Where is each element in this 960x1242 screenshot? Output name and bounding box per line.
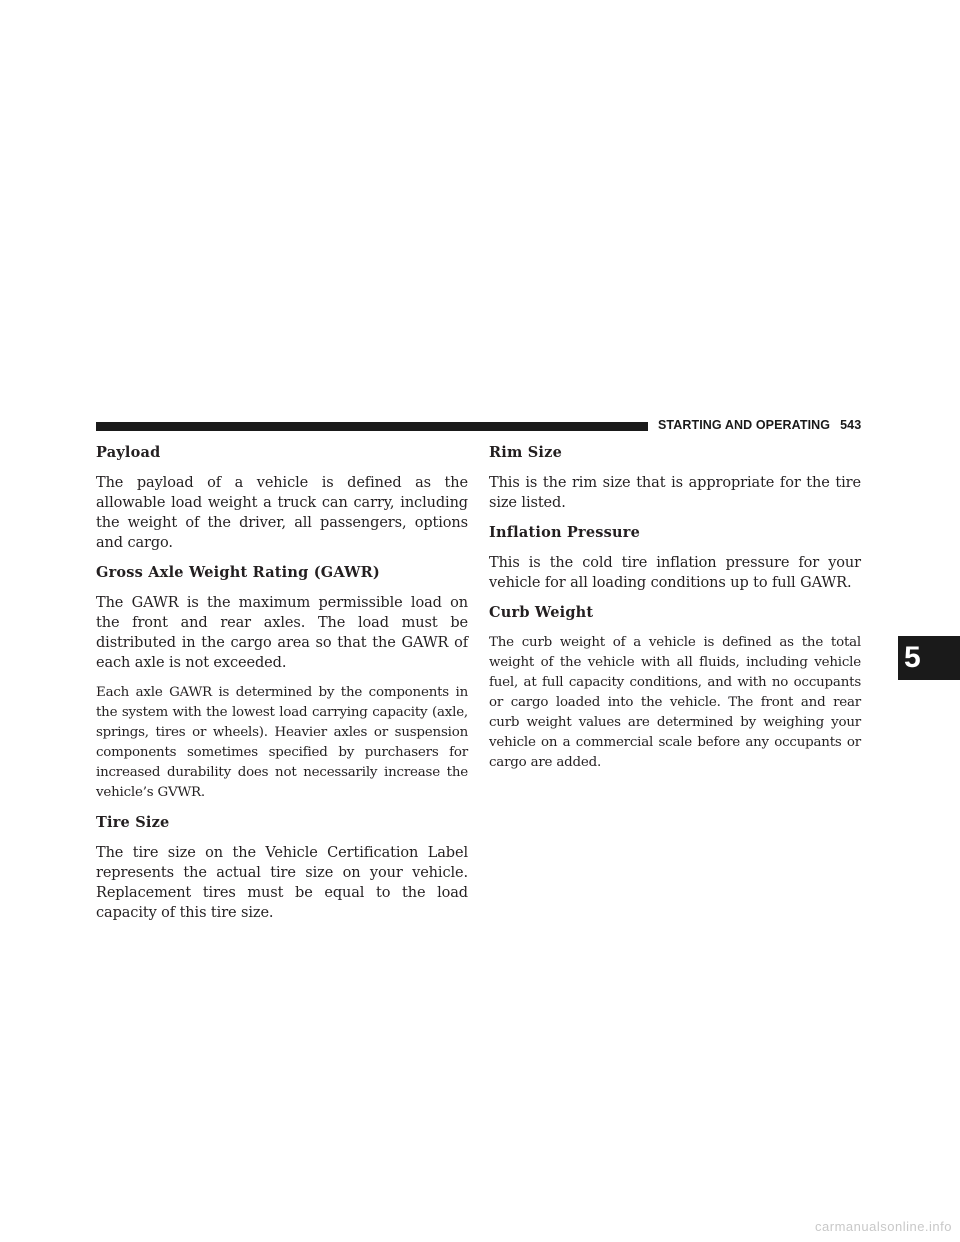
gawr-heading: Gross Axle Weight Rating (GAWR) <box>96 564 380 581</box>
payload-heading: Payload <box>96 444 161 461</box>
left-column <box>96 443 468 933</box>
payload-text: The payload of a vehicle is defined as the allowable load weight a truck can carry, including the weight of the driver, all passengers, options and cargo. <box>96 475 468 551</box>
gawr-text: The GAWR is the maximum permissible load on the front and rear axles. The load must be distributed in the cargo area so that the GAWR of each axle is not exceeded. <box>96 595 468 671</box>
header-rule <box>96 422 648 431</box>
rim-size-text: This is the rim size that is appropriate for the tire size listed. <box>489 475 861 511</box>
chapter-tab: 5 <box>898 636 960 680</box>
tire-size-heading: Tire Size <box>96 814 170 831</box>
right-column <box>489 443 861 783</box>
section-title: STARTING AND OPERATING <box>658 418 831 432</box>
gawr-components-text: Each axle GAWR is determined by the components in the system with the lowest load carrying capacity (axle, springs, tires or wheels). Heavier axles or suspension components sometimes specified by purchasers for increased durability does not necessarily increase the vehicle’s GVWR. <box>96 685 468 800</box>
tire-size-text: The tire size on the Vehicle Certification Label represents the actual tire size on your vehicle. Replacement tires must be equal to the load capacity of this tire size. <box>96 845 468 921</box>
inflation-pressure-heading: Inflation Pressure <box>489 524 641 541</box>
watermark: carmanualsonline.info <box>815 1219 952 1234</box>
curb-weight-text: The curb weight of a vehicle is defined as the total weight of the vehicle with all fluids, including vehicle fuel, at full capacity conditions, and with no occupants or cargo loaded into the vehicle. The front and rear curb weight values are determined by weighing your vehicle on a commercial scale before any occupants or cargo are added. <box>489 635 861 770</box>
running-header <box>658 418 861 432</box>
curb-weight-heading: Curb Weight <box>489 604 594 621</box>
inflation-pressure-text: This is the cold tire inflation pressure for your vehicle for all loading conditions up to full GAWR. <box>489 555 861 591</box>
rim-size-heading: Rim Size <box>489 444 562 461</box>
page-number: 543 <box>840 418 862 432</box>
